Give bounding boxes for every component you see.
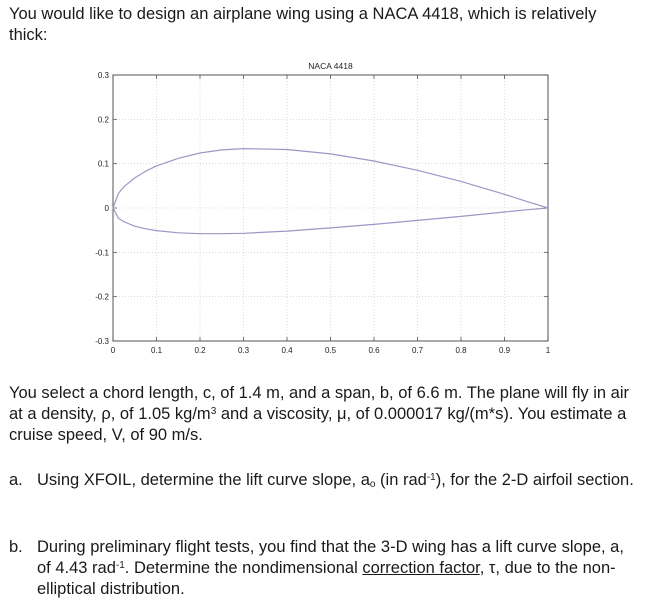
y-tick-label-0: 0.3 [97,71,109,80]
question-a-part2: (in rad [375,471,427,489]
x-tick-label-9: 0.9 [498,346,511,355]
question-a-part3: ), for the 2-D airfoil section. [435,471,634,489]
x-tick-label-10: 1 [545,346,551,355]
question-a-part1: Using XFOIL, determine the lift curve slope, a [37,471,370,489]
intro-text: You would like to design an airplane wing using a NACA 4418, which is relatively thick: [9,5,597,44]
x-tick-label-3: 0.3 [237,346,250,355]
x-tick-label-8: 0.8 [455,346,467,355]
y-tick-label-1: 0.2 [97,115,109,125]
y-tick-label-5: -0.2 [95,292,109,302]
x-tick-label-1: 0.1 [150,346,163,355]
x-tick-label-5: 0.5 [324,346,337,355]
question-b-part3: , τ, due to the non-elliptical distribution. [37,559,616,598]
naca-4418-chart [0,55,652,365]
setup-superscript-3: 3 [210,406,217,417]
x-tick-label-6: 0.6 [368,346,380,355]
question-a [9,470,641,491]
question-b-text [37,537,641,600]
setup-text-part2: and a viscosity, μ, of 0.000017 kg/(m*s). You estimate a cruise speed, V, of 90 m/s. [9,405,627,444]
problem-setup-paragraph [9,383,641,446]
x-tick-label-7: 0.7 [411,346,424,355]
question-b-label: b. [9,538,23,556]
x-tick-label-0: 0 [110,346,116,355]
chart-title: NACA 4418 [308,61,353,71]
question-b [9,537,641,600]
x-tick-label-4: 0.4 [281,346,293,355]
question-b-part1: During preliminary flight tests, you find that the 3-D wing has a lift curve slope, a, of 4.43 rad [37,538,624,577]
question-a-text [37,470,641,491]
setup-text-part1: You select a chord length, c, of 1.4 m, and a span, b, of 6.6 m. The plane will fly in air at a density, ρ, of 1.05 kg/m [9,384,630,423]
correction-factor-underlined: correction factor [362,559,480,577]
x-tick-label-2: 0.2 [194,346,206,355]
question-b-part2: . Determine the nondimensional [124,559,363,577]
y-tick-label-2: 0.1 [97,159,109,169]
y-tick-label-4: -0.1 [95,248,109,258]
y-tick-label-6: -0.3 [95,337,109,346]
question-b-superscript: -1 [115,560,125,571]
question-a-subscript: o [369,479,376,490]
question-a-label: a. [9,471,23,489]
question-a-superscript: -1 [426,472,436,483]
y-tick-label-3: 0 [104,204,109,213]
